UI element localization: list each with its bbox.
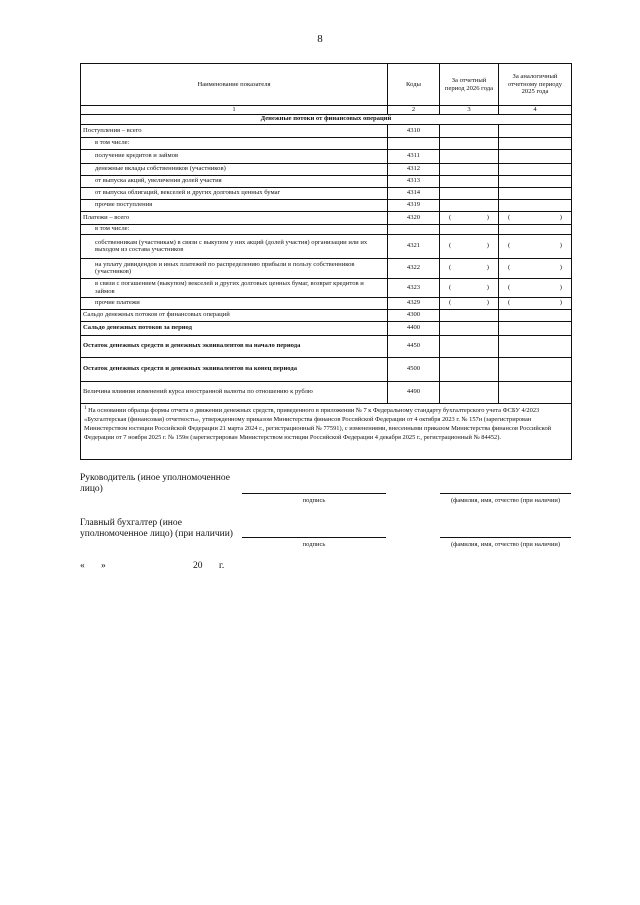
table-row bbox=[81, 297, 572, 309]
value-current bbox=[440, 297, 499, 309]
date-year-suffix: г. bbox=[219, 561, 225, 571]
table-row bbox=[81, 258, 572, 278]
row-code bbox=[388, 137, 440, 149]
row-name: Остаток денежных средств и денежных эквивалентов на начало периода bbox=[81, 335, 388, 357]
paren-close: ) bbox=[486, 242, 489, 250]
table-row bbox=[81, 309, 572, 321]
table-row bbox=[81, 278, 572, 297]
row-name: прочие платежи bbox=[81, 297, 388, 309]
row-name: прочие поступления bbox=[81, 199, 388, 211]
value-prior bbox=[499, 224, 572, 234]
value-prior bbox=[499, 381, 572, 403]
value-current bbox=[440, 199, 499, 211]
value-current bbox=[440, 163, 499, 175]
row-code: 4319 bbox=[388, 199, 440, 211]
value-current bbox=[440, 278, 499, 297]
paren-open: ( bbox=[449, 299, 452, 307]
value-current bbox=[440, 321, 499, 335]
row-code: 4500 bbox=[388, 357, 440, 381]
table-row bbox=[81, 335, 572, 357]
value-prior bbox=[499, 278, 572, 297]
row-code: 4490 bbox=[388, 381, 440, 403]
row-code: 4310 bbox=[388, 124, 440, 137]
column-number: 4 bbox=[499, 106, 572, 115]
row-name: Остаток денежных средств и денежных эквивалентов на конец периода bbox=[81, 357, 388, 381]
paren-open: ( bbox=[508, 242, 511, 250]
head-signature-label: Руководитель (иное уполномоченное лицо) bbox=[80, 473, 230, 494]
accountant-signature-line bbox=[242, 537, 386, 538]
row-code: 4329 bbox=[388, 297, 440, 309]
footnote-mark: 1 bbox=[84, 405, 87, 411]
paren-close: ) bbox=[486, 283, 489, 291]
row-name: Платежи – всего bbox=[81, 211, 388, 224]
head-name-line bbox=[440, 493, 571, 494]
row-name: Сальдо денежных потоков за период bbox=[81, 321, 388, 335]
row-code: 4450 bbox=[388, 335, 440, 357]
header-current-period: За отчетный период 2026 года bbox=[440, 64, 499, 106]
row-name: Величина влияния изменений курса иностранной валюты по отношению к рублю bbox=[81, 381, 388, 403]
row-code bbox=[388, 224, 440, 234]
table-row bbox=[81, 187, 572, 199]
paren-close: ) bbox=[486, 264, 489, 272]
row-name: от выпуска облигаций, векселей и других долговых ценных бумаг bbox=[81, 187, 388, 199]
cash-flow-table bbox=[80, 63, 572, 460]
paren-open: ( bbox=[449, 264, 452, 272]
accountant-signature-label: Главный бухгалтер (иное уполномоченное лицо) (при наличии) bbox=[80, 518, 233, 539]
value-prior bbox=[499, 297, 572, 309]
paren-open: ( bbox=[508, 299, 511, 307]
table-row bbox=[81, 163, 572, 175]
value-prior bbox=[499, 234, 572, 258]
value-prior bbox=[499, 187, 572, 199]
head-signature-line bbox=[242, 493, 386, 494]
value-current bbox=[440, 137, 499, 149]
paren-close: ) bbox=[559, 242, 562, 250]
header-name: Наименование показателя bbox=[81, 64, 388, 106]
value-current bbox=[440, 381, 499, 403]
table-row bbox=[81, 124, 572, 137]
value-prior bbox=[499, 211, 572, 224]
section-title-row bbox=[81, 114, 572, 124]
value-current bbox=[440, 258, 499, 278]
value-prior bbox=[499, 163, 572, 175]
row-name: получение кредитов и займов bbox=[81, 149, 388, 163]
row-code: 4311 bbox=[388, 149, 440, 163]
paren-open: ( bbox=[508, 213, 511, 221]
table-row bbox=[81, 137, 572, 149]
row-code: 4321 bbox=[388, 234, 440, 258]
footnote-text: На основании образца формы отчета о движении денежных средств, приведенного в приложении № 7 к Федеральному стандарту бухгалтерского учета ФСБУ 4/2023 «Бухгалтерская (финансовая) отчетность», утвержденному приказом Министерства финансов Российской Федерации от 4 октября 2023 г. № 157н (зарегистрирован Министерством юстиции Российской Федерации 21 марта 2024 г., регистрационный № 77591), с изменениями, внесенными приказом Министерства финансов Российской Федерации от 7 ноября 2025 г. № 159н (зарегистрирован Министерством юстиции Российской Федерации 4 декабря 2025 г., регистрационный № 84452). bbox=[84, 407, 552, 441]
paren-close: ) bbox=[559, 264, 562, 272]
row-code: 4323 bbox=[388, 278, 440, 297]
table-header-row bbox=[81, 64, 572, 106]
table-row bbox=[81, 211, 572, 224]
column-number: 1 bbox=[81, 106, 388, 115]
row-code: 4400 bbox=[388, 321, 440, 335]
value-prior bbox=[499, 199, 572, 211]
paren-open: ( bbox=[449, 283, 452, 291]
row-name: в том числе: bbox=[81, 137, 388, 149]
paren-open: ( bbox=[508, 283, 511, 291]
paren-open: ( bbox=[508, 264, 511, 272]
paren-close: ) bbox=[559, 283, 562, 291]
row-code: 4300 bbox=[388, 309, 440, 321]
value-current bbox=[440, 124, 499, 137]
value-prior bbox=[499, 321, 572, 335]
row-name: Поступления – всего bbox=[81, 124, 388, 137]
row-name: Сальдо денежных потоков от финансовых операций bbox=[81, 309, 388, 321]
table-row bbox=[81, 321, 572, 335]
value-current bbox=[440, 309, 499, 321]
date-year-prefix: 20 bbox=[193, 561, 203, 571]
accountant-signature-caption: подпись bbox=[302, 541, 326, 548]
row-code: 4312 bbox=[388, 163, 440, 175]
value-current bbox=[440, 335, 499, 357]
head-name-caption: (фамилия, имя, отчество (при наличии) bbox=[450, 497, 561, 504]
value-prior bbox=[499, 357, 572, 381]
row-code: 4313 bbox=[388, 175, 440, 187]
paren-open: ( bbox=[449, 213, 452, 221]
paren-close: ) bbox=[486, 213, 489, 221]
paren-close: ) bbox=[559, 299, 562, 307]
header-codes: Коды bbox=[388, 64, 440, 106]
table-row bbox=[81, 149, 572, 163]
row-name: на уплату дивидендов и иных платежей по распределению прибыли в пользу собственников (участников) bbox=[81, 258, 388, 278]
row-name: в связи с погашением (выкупом) векселей и других долговых ценных бумаг, возврат кредитов и займов bbox=[81, 278, 388, 297]
paren-open: ( bbox=[449, 242, 452, 250]
value-prior bbox=[499, 335, 572, 357]
value-prior bbox=[499, 124, 572, 137]
value-current bbox=[440, 175, 499, 187]
row-name: в том числе: bbox=[81, 224, 388, 234]
row-code: 4314 bbox=[388, 187, 440, 199]
page-number: 8 bbox=[317, 33, 323, 45]
footnote bbox=[81, 403, 572, 459]
column-number: 2 bbox=[388, 106, 440, 115]
row-name: собственникам (участникам) в связи с выкупом у них акций (долей участия) организации или их выходом из состава участников bbox=[81, 234, 388, 258]
head-signature-caption: подпись bbox=[302, 497, 326, 504]
header-prior-period: За аналогичный отчетному периоду 2025 года bbox=[499, 64, 572, 106]
accountant-name-line bbox=[440, 537, 571, 538]
table-row bbox=[81, 381, 572, 403]
value-prior bbox=[499, 149, 572, 163]
value-current bbox=[440, 187, 499, 199]
date-close-quote: » bbox=[101, 561, 106, 571]
column-number: 3 bbox=[440, 106, 499, 115]
date-open-quote: « bbox=[80, 561, 85, 571]
value-current bbox=[440, 211, 499, 224]
table-row bbox=[81, 234, 572, 258]
table-row bbox=[81, 357, 572, 381]
table-row bbox=[81, 199, 572, 211]
section-title: Денежные потоки от финансовых операций bbox=[81, 114, 572, 124]
value-prior bbox=[499, 175, 572, 187]
column-number-row bbox=[81, 106, 572, 115]
row-code: 4320 bbox=[388, 211, 440, 224]
row-name: денежные вклады собственников (участников) bbox=[81, 163, 388, 175]
value-prior bbox=[499, 258, 572, 278]
value-prior bbox=[499, 309, 572, 321]
row-name: от выпуска акций, увеличения долей участия bbox=[81, 175, 388, 187]
paren-close: ) bbox=[486, 299, 489, 307]
value-current bbox=[440, 149, 499, 163]
table-row bbox=[81, 175, 572, 187]
table-row bbox=[81, 224, 572, 234]
footnote-row bbox=[81, 403, 572, 459]
value-current bbox=[440, 234, 499, 258]
accountant-name-caption: (фамилия, имя, отчество (при наличии) bbox=[450, 541, 561, 548]
value-current bbox=[440, 357, 499, 381]
row-code: 4322 bbox=[388, 258, 440, 278]
value-current bbox=[440, 224, 499, 234]
value-prior bbox=[499, 137, 572, 149]
paren-close: ) bbox=[559, 213, 562, 221]
